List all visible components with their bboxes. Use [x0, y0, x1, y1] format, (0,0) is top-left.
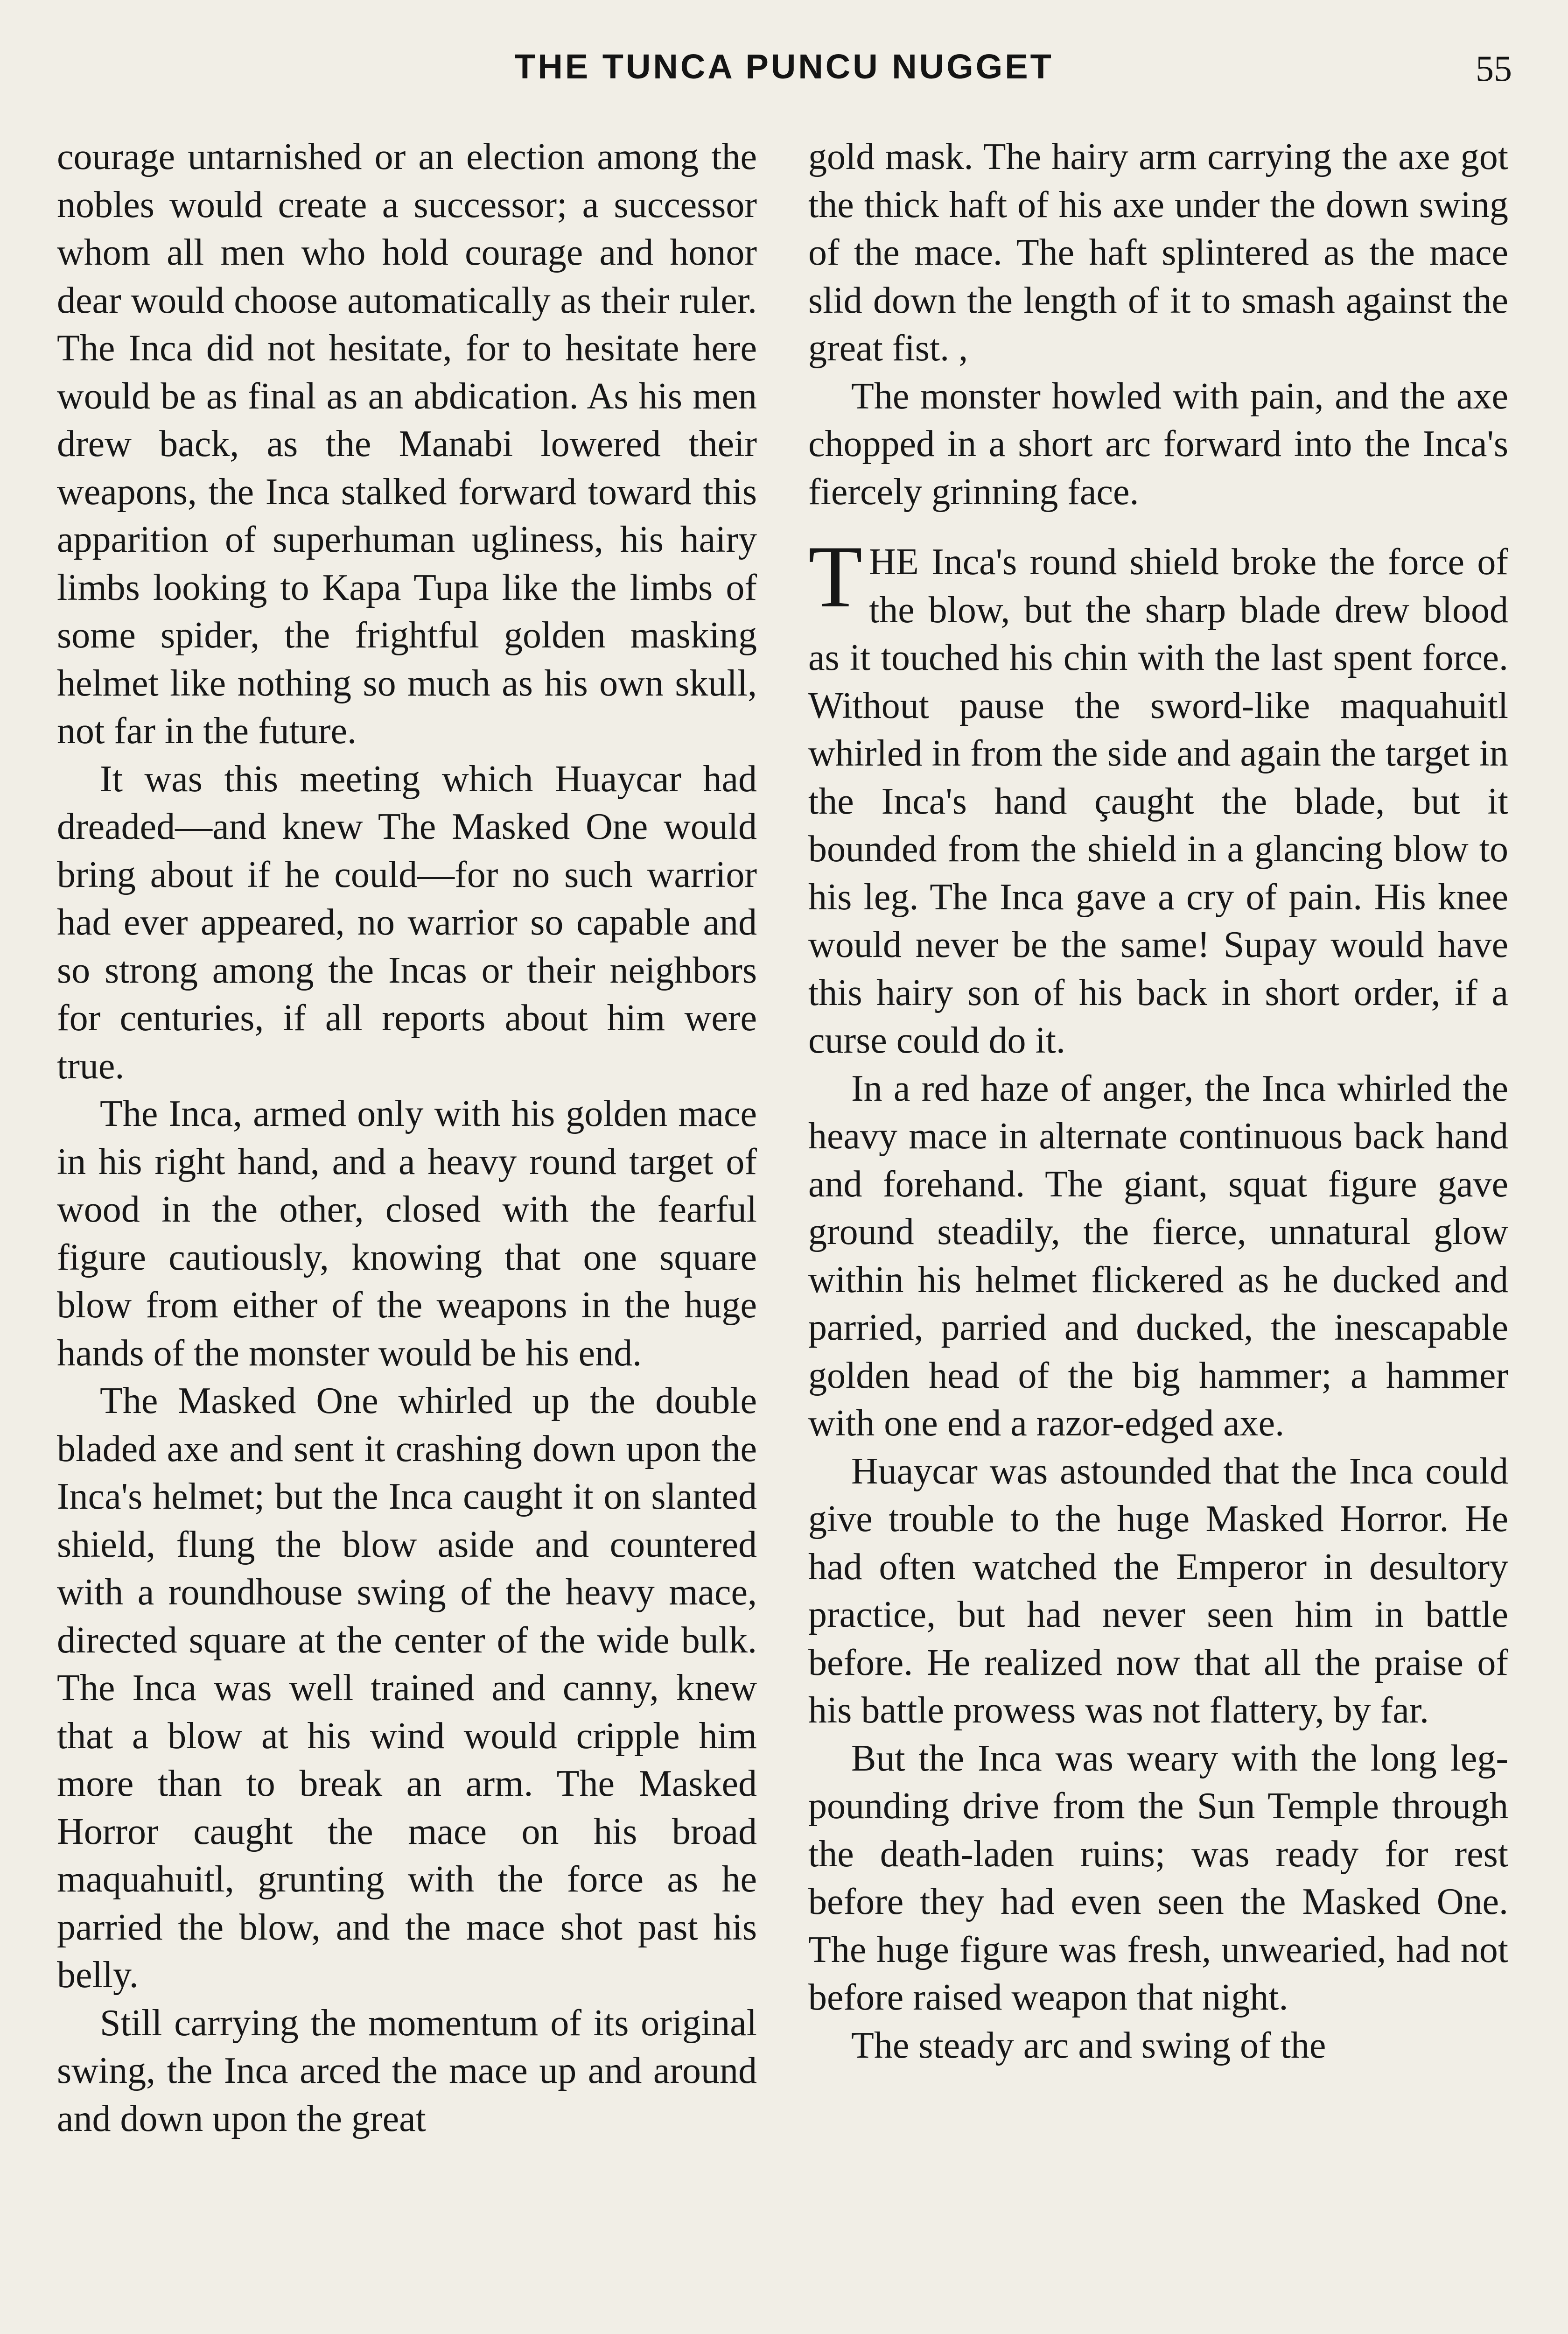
page-header	[56, 47, 1512, 98]
left-column	[57, 133, 757, 2143]
paragraph: Still carrying the momentum of its original swing, the Inca arced the mace up and around and down upon the great	[57, 2002, 757, 2139]
paragraph: The Masked One whirled up the double bladed axe and sent it crashing down upon the Inca's helmet; but the Inca caught it on slanted shield, flung the blow aside and countered with a roundhouse swing of the heavy mace, directed square at the center of the wide bulk. The Inca was well trained and canny, knew that a blow at his wind would cripple him more than to break an arm. The Masked Horror caught the mace on his broad maquahuitl, grunting with the force as he parried the blow, and the mace shot past his belly.	[57, 1380, 757, 1996]
running-head: THE TUNCA PUNCU NUGGET	[514, 47, 1054, 86]
paragraph: gold mask. The hairy arm carrying the axe got the thick haft of his axe under the down swing of the mace. The haft splintered as the mace slid down the length of it to smash against the great fist. ,	[808, 136, 1508, 369]
right-column	[808, 133, 1508, 2069]
paragraph: It was this meeting which Huaycar had dreaded—and knew The Masked One would bring about if he could—for no such warrior had ever appeared, no warrior so capable and so strong among the Incas or their neighbors for centuries, if all reports about him were true.	[57, 758, 757, 1087]
paragraph: The Inca, armed only with his golden mace in his right hand, and a heavy round target of wood in the other, closed with the fearful figure cautiously, knowing that one square blow from either of the weapons in the huge hands of the monster would be his end.	[57, 1093, 757, 1374]
dropcap-paragraph	[808, 528, 1508, 1065]
paragraph: In a red haze of anger, the Inca whirled the heavy mace in alternate continuous back hand and forehand. The giant, squat figure gave ground steadily, the fierce, unnatural glow within his helmet flickered as he ducked and parried, parried and ducked, the inescapable golden head of the big hammer; a hammer with one end a razor-edged axe.	[808, 1068, 1508, 1444]
dropcap-paragraph-text: HE Inca's round shield broke the force of the blow, but the sharp blade drew blood as it touched his chin with the last spent force. Without pause the sword-like maquahuitl whirled in from the side and again the target in the Inca's hand çaught the blade, but it bounded from the shield in a glancing blow to his leg. The Inca gave a cry of pain. His knee would never be the same! Supay would have this hairy son of his back in short order, if a curse could do it.	[808, 541, 1508, 1061]
page-number: 55	[1476, 48, 1512, 89]
paragraph: The monster howled with pain, and the axe chopped in a short arc forward into the Inca's fiercely grinning face.	[808, 375, 1508, 513]
paragraph: courage untarnished or an election among the nobles would create a successor; a successor whom all men who hold courage and honor dear would choose automatically as their ruler. The Inca did not hesitate, for to hesitate here would be as final as an abdication. As his men drew back, as the Manabi lowered their weapons, the Inca stalked forward toward this apparition of superhuman ugliness, his hairy limbs looking to Kapa Tupa like the limbs of some spider, the frightful golden masking helmet like nothing so much as his own skull, not far in the future.	[57, 136, 757, 752]
paragraph: Huaycar was astounded that the Inca could give trouble to the huge Masked Horror. He had often watched the Emperor in desultory practice, but had never seen him in battle before. He realized now that all the praise of his battle prowess was not flattery, by far.	[808, 1450, 1508, 1731]
paragraph: The steady arc and swing of the	[851, 2025, 1326, 2066]
paragraph: But the Inca was weary with the long leg-pounding drive from the Sun Temple through the death-laden ruins; was ready for rest before they had even seen the Masked One. The huge figure was fresh, unwearied, had not before raised weapon that night.	[808, 1737, 1508, 2018]
drop-cap-letter: T	[808, 528, 863, 626]
text-columns	[57, 133, 1513, 2334]
